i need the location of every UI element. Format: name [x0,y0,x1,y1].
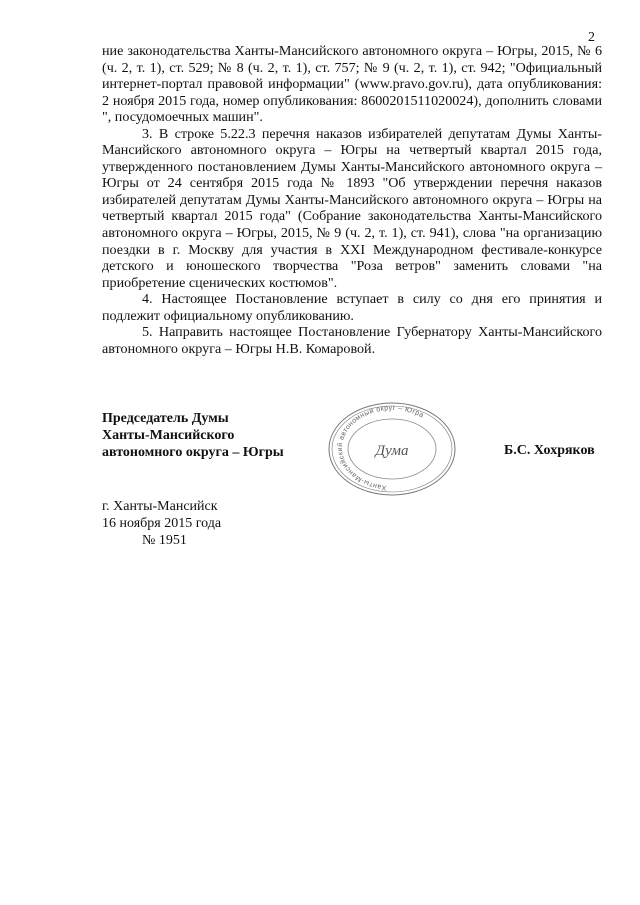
signatory-title-line: Ханты-Мансийского [102,428,235,443]
paragraph-item-3: 3. В строке 5.22.3 перечня наказов избирателей депутатам Думы Ханты-Мансийского автономного округа – Югры на четвертый квартал 2015 года, утвержденного постановлением Думы Ханты-Мансийского автономного округа – Югры от 24 сентября 2015 года № 1893 "Об утверждении перечня наказов избирателей депутатам Думы Ханты-Мансийского автономного округа – Югры на четвертый квартал 2015 года" (Собрание законодательства Ханты-Мансийского автономного округа – Югры, 2015, № 9 (ч. 2, т. 1), ст. 941), слова "на организацию поездки в г. Москву для участия в XXI Международном фестивале-конкурсе детского и юношеского творчества "Роза ветров" заменить словами "на приобретение сценических костюмов". [102,125,602,291]
paragraph-item-5: 5. Направить настоящее Постановление Губернатору Ханты-Мансийского автономного округа – Югры Н.В. Комаровой. [102,324,602,357]
seal-ring-text: Ханты-Мансийский автономный округ – Югра [336,404,425,491]
place-city: г. Ханты-Мансийск [102,499,218,514]
seal-center-text: Дума [375,443,409,459]
document-number: № 1951 [142,533,187,548]
official-seal [326,400,458,500]
page-number: 2 [588,30,595,45]
signatory-name: Б.С. Хохряков [504,443,595,458]
signatory-title-line: автономного округа – Югры [102,445,284,460]
place-date-number [102,498,221,549]
signatory-title [102,410,284,461]
paragraph-continuation: ние законодательства Ханты-Мансийского автономного округа – Югры, 2015, № 6 (ч. 2, т. 1), ст. 529; № 8 (ч. 2, т. 1), ст. 757; № 9 (ч. 2, т. 1), ст. 942; "Официальный интернет-портал правовой информации" (www.pravo.gov.ru), дата опубликования: 2 ноября 2015 года, номер опубликования: 8600201511020024), дополнить словами ", посудомоечных машин". [102,43,602,126]
signatory-title-line: Председатель Думы [102,411,229,426]
paragraph-item-4: 4. Настоящее Постановление вступает в силу со дня его принятия и подлежит официальному опубликованию. [102,291,602,324]
document-date: 16 ноября 2015 года [102,516,222,531]
document-body [102,43,602,357]
